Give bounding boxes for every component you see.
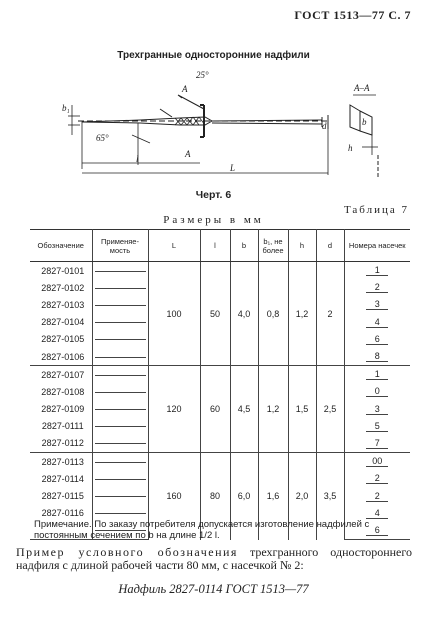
page-header: ГОСТ 1513—77 С. 7 (294, 8, 411, 22)
row-notch: 6 (344, 522, 410, 540)
section-marker-bottom: A (185, 149, 191, 159)
row-designation: 2827-0101 (30, 262, 92, 280)
d-label: d (322, 121, 327, 131)
example-lead: Пример условного обозначения (16, 545, 238, 559)
col-l: l (200, 230, 230, 262)
table-note: Примечание. По заказу потребителя допускается изготовление надфилей с постоянным сечением по b на длине 1/2 l. (34, 519, 370, 541)
row-notch: 3 (344, 401, 410, 418)
cell-b: 4,5 (230, 366, 258, 453)
row-notch: 1 (344, 262, 410, 280)
cell-L: 100 (148, 262, 200, 366)
cell-b: 4,0 (230, 262, 258, 366)
row-notch: 6 (344, 331, 410, 348)
figure-caption: Трехгранные односторонние надфили (117, 50, 310, 61)
table-number: Таблица 7 (343, 204, 409, 216)
table-row (30, 453, 410, 471)
example-text: трехгранного одностороннего надфиля с длиной рабочей части 80 мм, с насечкой № 2: (16, 545, 412, 572)
cell-L: 120 (148, 366, 200, 453)
row-designation: 2827-0105 (30, 331, 92, 348)
cell-l: 60 (200, 366, 230, 453)
designation-string: Надфиль 2827-0114 ГОСТ 1513—77 (118, 582, 309, 596)
h-label: h (348, 143, 353, 153)
row-notch: 2 (344, 487, 410, 504)
applicability-cell (92, 487, 148, 504)
col-d: d (316, 230, 344, 262)
designation-example (16, 546, 412, 572)
row-designation: 2827-0112 (30, 435, 92, 453)
cell-l: 80 (200, 453, 230, 540)
section-marker-top: A (182, 84, 188, 94)
cell-b1: 1,2 (258, 366, 288, 453)
row-notch: 1 (344, 366, 410, 384)
row-designation: 2827-0108 (30, 383, 92, 400)
row-notch: 2 (344, 470, 410, 487)
cell-b: 6,0 (230, 453, 258, 540)
applicability-cell (92, 262, 148, 280)
section-view-label: A–A (354, 83, 370, 93)
applicability-cell (92, 348, 148, 366)
applicability-cell (92, 331, 148, 348)
b1-label: b₁ (62, 103, 70, 113)
cell-h: 2,0 (288, 453, 316, 540)
cell-b1: 1,6 (258, 453, 288, 540)
row-notch: 3 (344, 296, 410, 313)
row-designation: 2827-0109 (30, 401, 92, 418)
applicability-cell (92, 401, 148, 418)
cell-b1: 0,8 (258, 262, 288, 366)
row-designation: 2827-0107 (30, 366, 92, 384)
applicability-cell (92, 470, 148, 487)
row-designation: 2827-0102 (30, 279, 92, 296)
applicability-cell (92, 435, 148, 453)
figure-title: Черт. 6 (195, 189, 232, 201)
row-designation: 2827-0104 (30, 314, 92, 331)
col-b: b (230, 230, 258, 262)
row-designation: 2827-0116 (30, 505, 92, 522)
row-notch: 7 (344, 435, 410, 453)
row-designation: 2827-0111 (30, 418, 92, 435)
cell-d: 3,5 (316, 453, 344, 540)
b-label: b (362, 117, 367, 127)
row-notch: 4 (344, 314, 410, 331)
row-notch: 4 (344, 505, 410, 522)
applicability-cell (92, 366, 148, 384)
L-dimension-label: L (230, 163, 236, 173)
applicability-cell (92, 418, 148, 435)
row-notch: 5 (344, 418, 410, 435)
row-designation: 2827-0114 (30, 470, 92, 487)
table-row (30, 262, 410, 280)
col-applicability: Применяе-мость (92, 230, 148, 262)
row-notch: 2 (344, 279, 410, 296)
applicability-cell (92, 453, 148, 471)
row-designation: 2827-0113 (30, 453, 92, 471)
row-designation: 2827-0103 (30, 296, 92, 313)
applicability-cell (92, 314, 148, 331)
row-notch: 0 (344, 383, 410, 400)
table-row (30, 366, 410, 384)
cell-d: 2 (316, 262, 344, 366)
cell-h: 1,2 (288, 262, 316, 366)
row-notch: 00 (344, 453, 410, 471)
col-h: h (288, 230, 316, 262)
cell-h: 1,5 (288, 366, 316, 453)
row-designation: 2827-0106 (30, 348, 92, 366)
file-drawing (60, 65, 390, 185)
row-designation: 2827-0115 (30, 487, 92, 504)
col-b1: b₁, не более (258, 230, 288, 262)
col-notch: Номера насечек (344, 230, 410, 262)
col-designation: Обозначение (30, 230, 92, 262)
dimensions-table (30, 229, 410, 540)
col-L: L (148, 230, 200, 262)
cell-d: 2,5 (316, 366, 344, 453)
angle-65-label: 65° (96, 133, 109, 143)
l-dimension-label: l (136, 154, 139, 164)
cell-l: 50 (200, 262, 230, 366)
angle-25-label: 25° (196, 70, 209, 80)
row-notch: 8 (344, 348, 410, 366)
table-subtitle: Размеры в мм (163, 214, 264, 226)
applicability-cell (92, 383, 148, 400)
cell-L: 160 (148, 453, 200, 540)
applicability-cell (92, 279, 148, 296)
applicability-cell (92, 296, 148, 313)
